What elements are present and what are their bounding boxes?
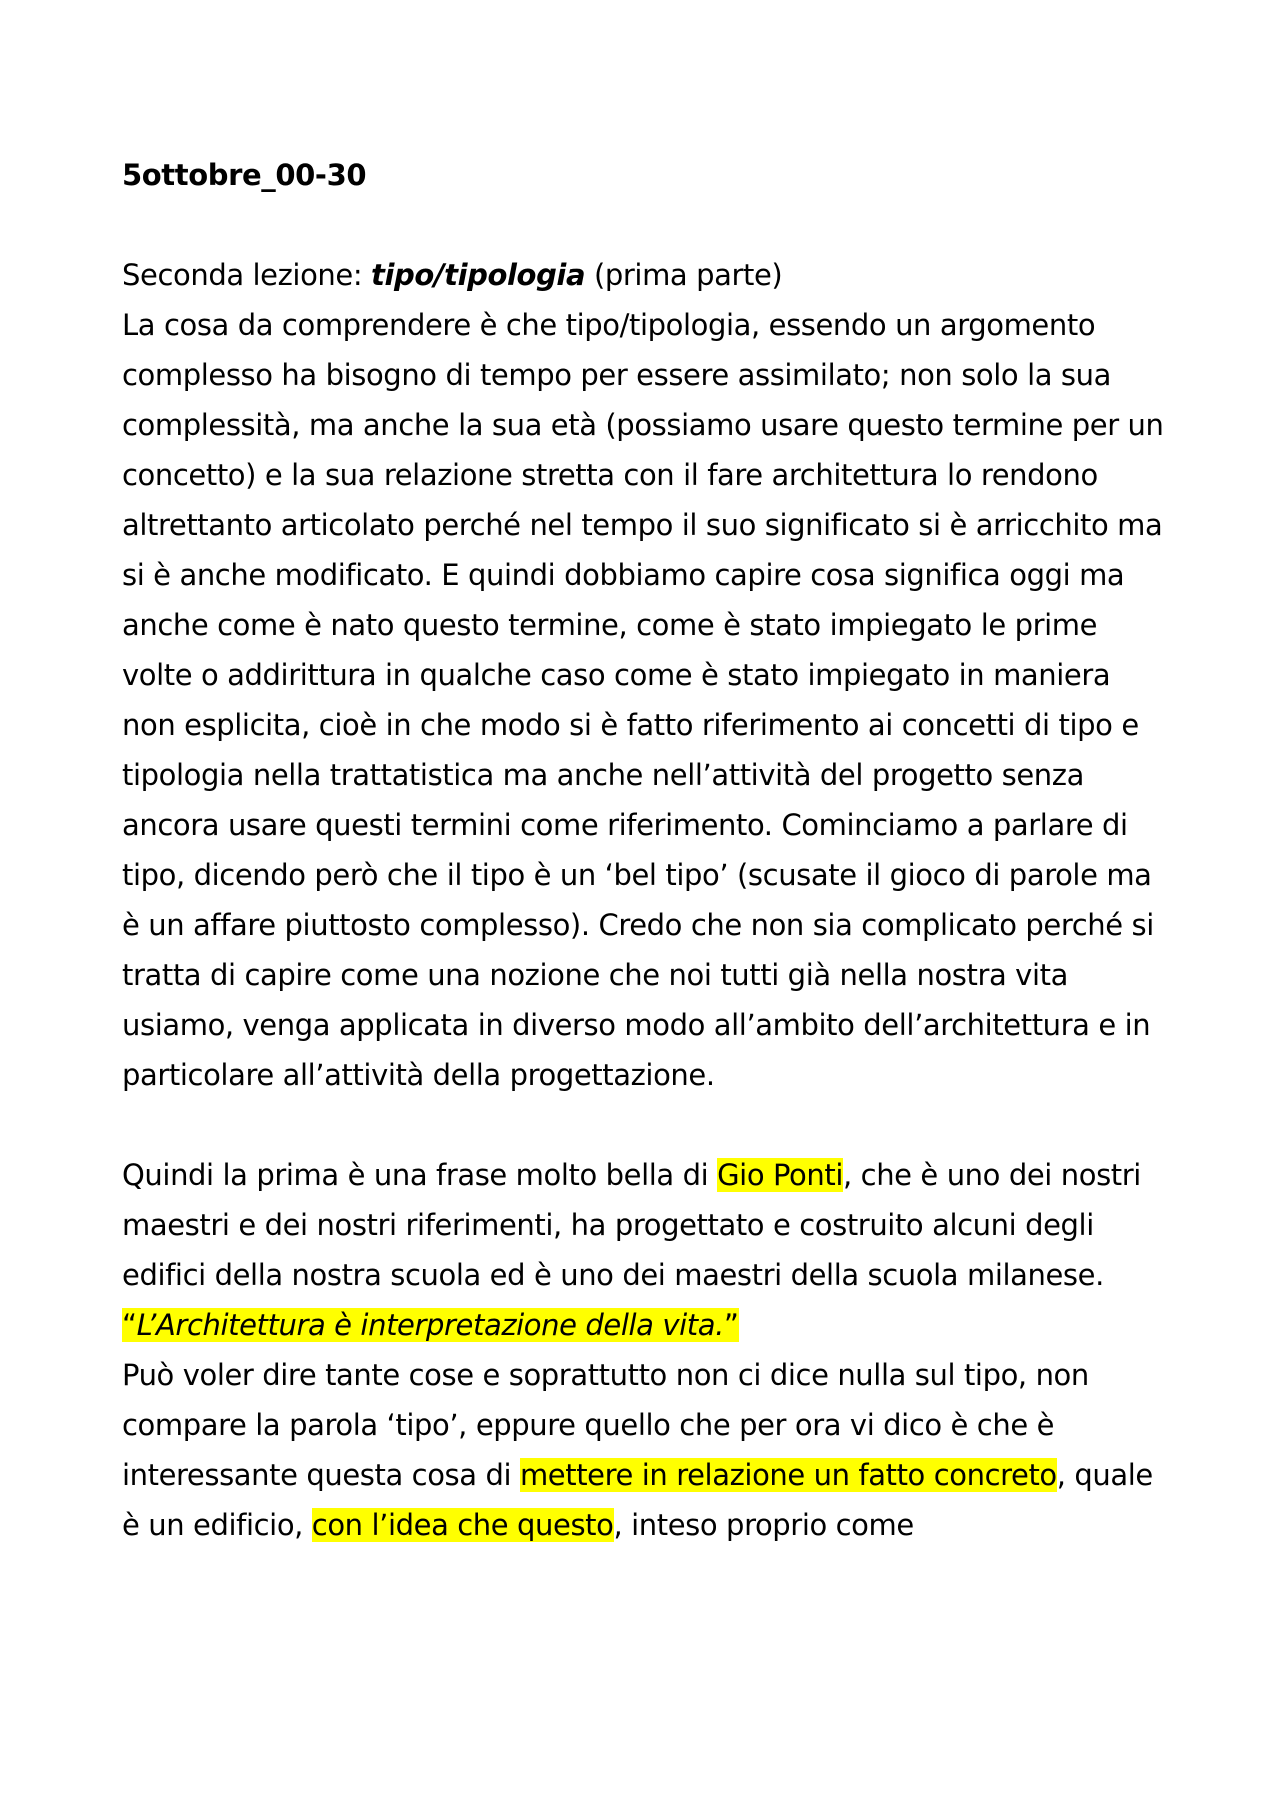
paragraph-2: [122, 1150, 1172, 1300]
paragraph-2-after: , che è uno dei nostri maestri e dei nostri riferimenti, ha progettato e costruito alcuni degli edifici della nostra scuola ed è uno dei maestri della scuola milanese.: [122, 1158, 1141, 1292]
highlight-idea: con l’idea che questo: [311, 1508, 614, 1542]
intro-emphasis: tipo/tipologia: [371, 258, 586, 292]
spacer: [122, 1100, 1172, 1150]
quote-close-mark: ”: [723, 1308, 739, 1342]
paragraph-2-before: Quindi la prima è una frase molto bella di: [122, 1158, 718, 1192]
quote-text: L’Architettura è interpretazione della vita.: [136, 1308, 724, 1342]
intro-prefix: Seconda lezione:: [122, 258, 372, 292]
highlight-fatto-concreto: mettere in relazione un fatto concreto: [519, 1458, 1057, 1492]
paragraph-3-part3: , inteso proprio come: [613, 1508, 914, 1542]
document-page: [122, 150, 1172, 1550]
document-title: 5ottobre_00-30: [122, 158, 367, 192]
paragraph-3-part1: Può voler dire tante cose e soprattutto non ci dice nulla sul tipo, non compare la parola ‘tipo’, eppure quello che per ora vi dico è che è interessante questa cosa di: [122, 1358, 1089, 1492]
paragraph-3: [122, 1350, 1172, 1550]
quote-open-mark: “: [122, 1308, 137, 1342]
lesson-intro: [122, 250, 1172, 300]
spacer: [122, 200, 1172, 250]
quote: [122, 1300, 1172, 1350]
paragraph-1: La cosa da comprendere è che tipo/tipologia, essendo un argomento complesso ha bisogno di tempo per essere assimilato; non solo la sua complessità, ma anche la sua età (possiamo usare questo termine per un concetto) e la sua relazione stretta con il fare architettura lo rendono altrettanto articolato perché nel tempo il suo significato si è arricchito ma si è anche modificato. E quindi dobbiamo capire cosa significa oggi ma anche come è nato questo termine, come è stato impiegato le prime volte o addirittura in qualche caso come è stato impiegato in maniera non esplicita, cioè in che modo si è fatto riferimento ai concetti di tipo e tipologia nella trattatistica ma anche nell’attività del progetto senza ancora usare questi termini come riferimento. Cominciamo a parlare di tipo, dicendo però che il tipo è un ‘bel tipo’ (scusate il gioco di parole ma è un affare piuttosto complesso). Credo che non sia complicato perché si tratta di capire come una nozione che noi tutti già nella nostra vita usiamo, venga applicata in diverso modo all’ambito dell’architettura e in particolare all’attività della progettazione.: [122, 308, 1164, 1092]
intro-suffix: (prima parte): [585, 258, 783, 292]
quote-highlight: [122, 1308, 739, 1342]
paragraph-3-part2: , quale è un edificio,: [122, 1458, 1153, 1542]
highlight-gio-ponti: Gio Ponti: [717, 1158, 844, 1192]
